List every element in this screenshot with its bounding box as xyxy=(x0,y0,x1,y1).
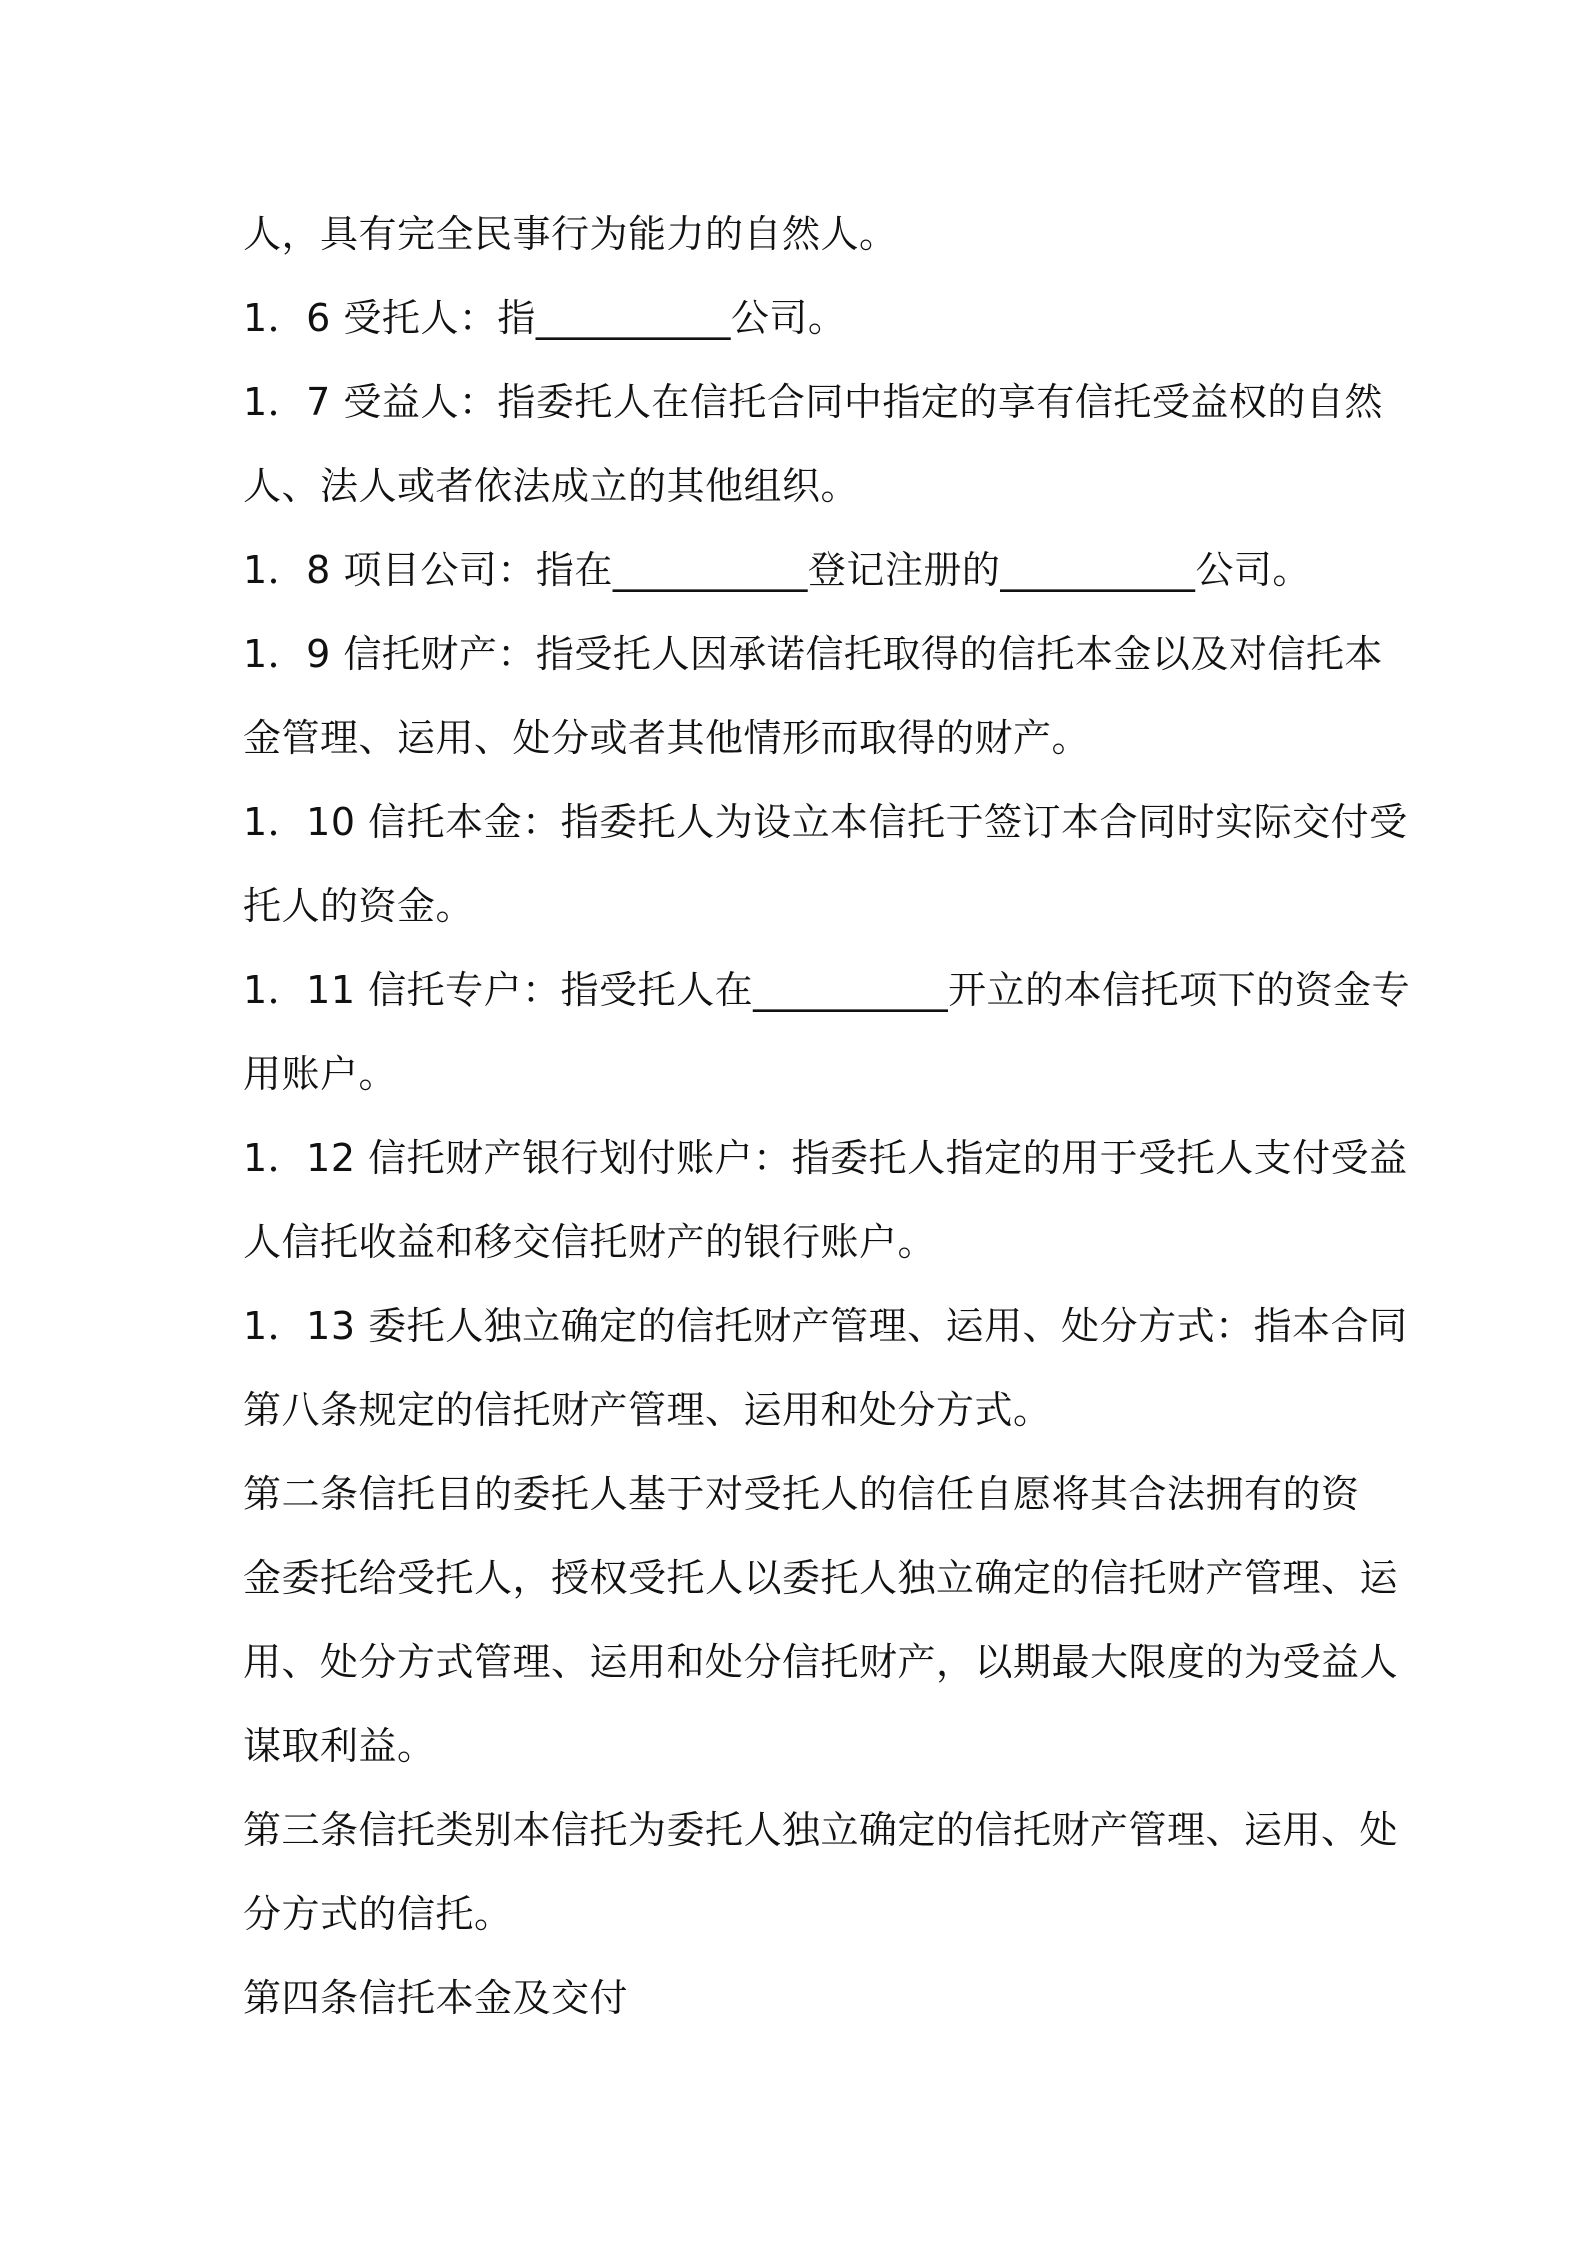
text-line: 第八条规定的信托财产管理、运用和处分方式。 xyxy=(243,1388,1052,1432)
text-line: 人信托收益和移交信托财产的银行账户。 xyxy=(243,1220,937,1264)
text-line: 人、法人或者依法成立的其他组织。 xyxy=(243,464,860,508)
text-line: 谋取利益。 xyxy=(243,1724,436,1768)
text-line: 1．8 项目公司：指在__________登记注册的__________公司。 xyxy=(243,548,1311,592)
text-line: 用账户。 xyxy=(243,1052,398,1096)
text-line: 第三条信托类别本信托为委托人独立确定的信托财产管理、运用、处 xyxy=(243,1808,1399,1852)
text-line: 1．12 信托财产银行划付账户：指委托人指定的用于受托人支付受益 xyxy=(243,1136,1408,1180)
text-line: 1．9 信托财产：指受托人因承诺信托取得的信托本金以及对信托本 xyxy=(243,632,1383,676)
document-body xyxy=(243,192,1411,2040)
text-line: 用、处分方式管理、运用和处分信托财产，以期最大限度的为受益人 xyxy=(243,1640,1399,1684)
text-line: 金管理、运用、处分或者其他情形而取得的财产。 xyxy=(243,716,1091,760)
text-line: 1．7 受益人：指委托人在信托合同中指定的享有信托受益权的自然 xyxy=(243,380,1383,424)
text-line: 金委托给受托人，授权受托人以委托人独立确定的信托财产管理、运 xyxy=(243,1556,1399,1600)
text-line: 1．13 委托人独立确定的信托财产管理、运用、处分方式：指本合同 xyxy=(243,1304,1408,1348)
text-line: 第四条信托本金及交付 xyxy=(243,1976,629,2020)
text-line: 1．11 信托专户：指受托人在__________开立的本信托项下的资金专 xyxy=(243,968,1411,1012)
text-line: 1．10 信托本金：指委托人为设立本信托于签订本合同时实际交付受 xyxy=(243,800,1408,844)
text-line: 第二条信托目的委托人基于对受托人的信任自愿将其合法拥有的资 xyxy=(243,1472,1360,1516)
text-line: 分方式的信托。 xyxy=(243,1892,513,1936)
text-line: 1．6 受托人：指__________公司。 xyxy=(243,296,847,340)
text-line: 托人的资金。 xyxy=(243,884,475,928)
text-line: 人，具有完全民事行为能力的自然人。 xyxy=(243,212,898,256)
